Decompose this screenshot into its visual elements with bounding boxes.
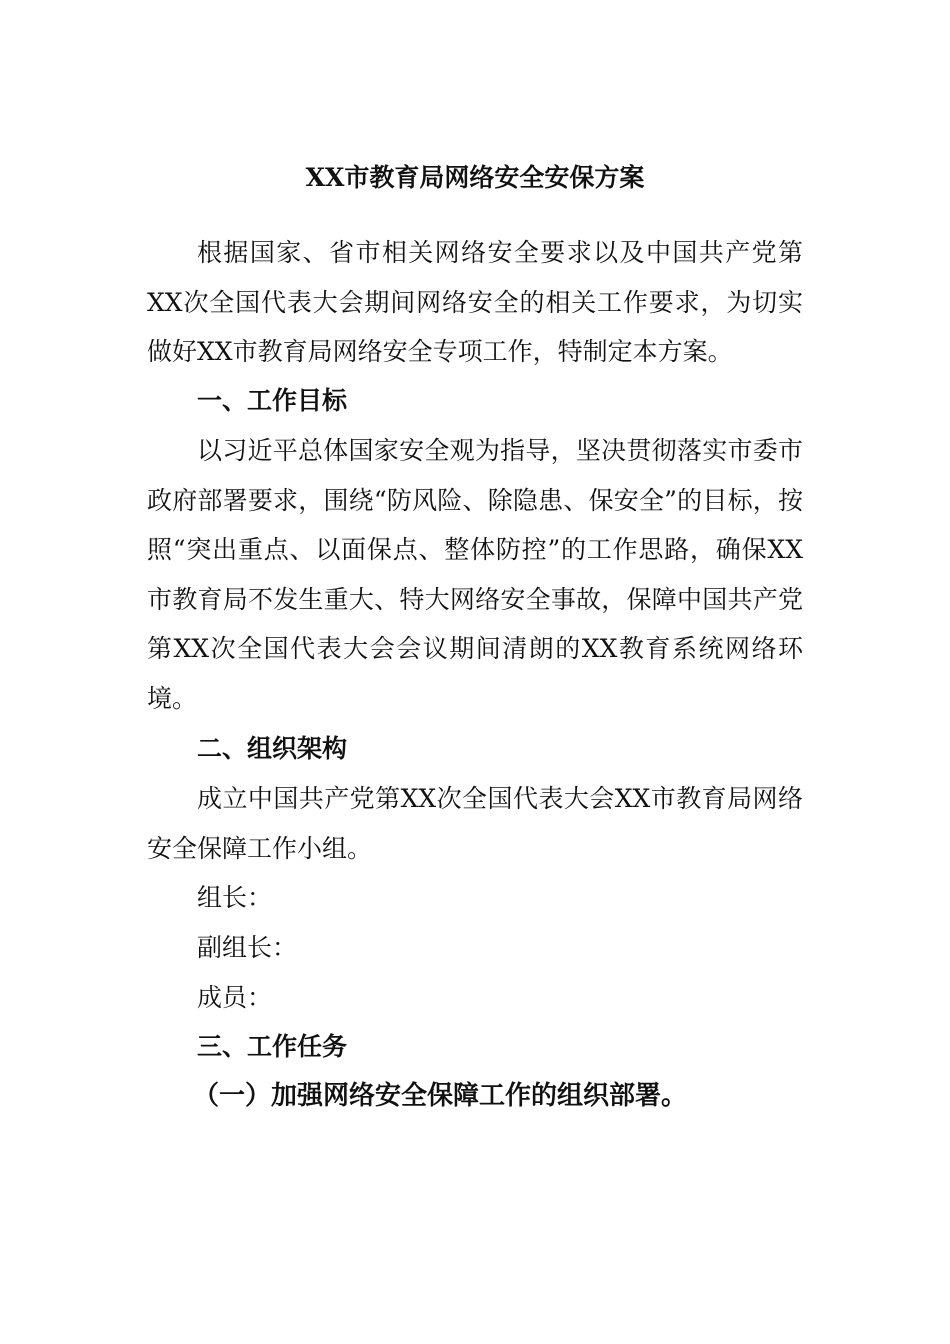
goals-paragraph: 以习近平总体国家安全观为指导，坚决贯彻落实市委市政府部署要求，围绕“防风险、除隐患、保安全”的目标，按照“突出重点、以面保点、整体防控”的工作思路，确保XX市教育局不发生重大、特大网络安全事故，保障中国共产党第XX次全国代表大会会议期间清朗的XX教育系统网络环境。	[147, 436, 803, 713]
organization-paragraph: 成立中国共产党第XX次全国代表大会XX市教育局网络安全保障工作小组。	[147, 784, 803, 863]
section-heading-organization: 二、组织架构	[197, 734, 348, 763]
task-subheading: （一）加强网络安全保障工作的组织部署。	[193, 1081, 688, 1111]
members-line: 成员：	[197, 983, 273, 1012]
intro-paragraph: 根据国家、省市相关网络安全要求以及中国共产党第XX次全国代表大会期间网络安全的相关工作要求，为切实做好XX市教育局网络安全专项工作，特制定本方案。	[147, 238, 803, 366]
section-heading-goals: 一、工作目标	[197, 386, 348, 415]
section-heading-tasks: 三、工作任务	[197, 1032, 348, 1061]
document-title: XX市教育局网络安全安保方案	[305, 163, 645, 192]
deputy-leader-line: 副组长：	[197, 933, 298, 962]
leader-line: 组长：	[197, 883, 273, 912]
